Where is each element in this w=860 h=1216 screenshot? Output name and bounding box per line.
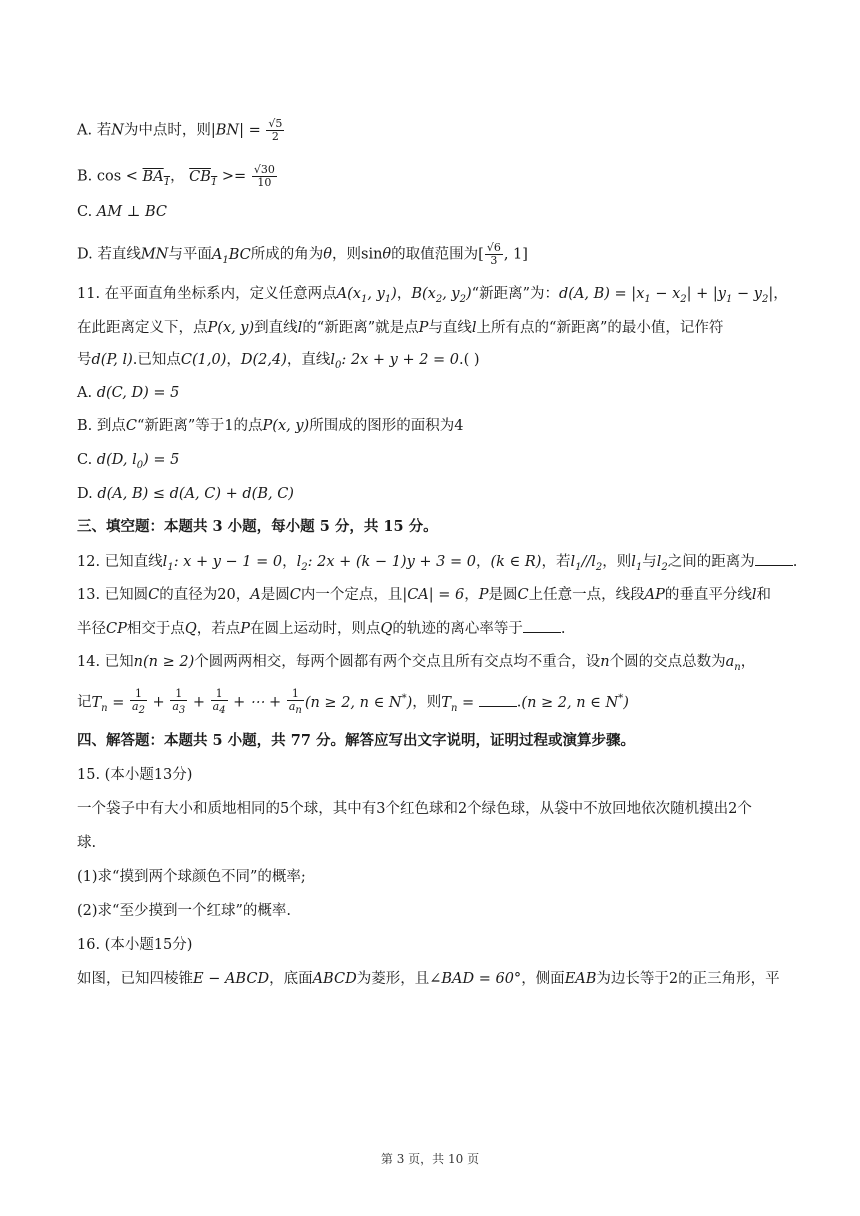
- question-text: 在此距离定义下，点: [77, 320, 208, 336]
- question-text: ，侧面: [521, 971, 565, 987]
- q11-option-c: C. d(D, $l_0) = 5$: [77, 452, 180, 471]
- q10-option-b: B. $\cos < BA_1$， $CB_1$ >= $\frac{√30}{10}$: [77, 163, 275, 189]
- answer-blank: [755, 551, 793, 566]
- q13-line-1: 13. 已知圆C的直径为20，A是圆C内一个定点，且|CA| = 6，P是圆C上任意一点，线段AP的垂直平分线l和: [77, 587, 772, 603]
- q14-line-1: 14. 已知n(n ≥ 2)个圆两两相交，每两个圆都有两个交点且所有交点均不重合，设n个圆的交点总数为$a_n$，: [77, 654, 756, 673]
- question-text: ，则: [602, 554, 632, 570]
- question-text: ，则: [412, 694, 442, 711]
- q11-option-b: B. 到点C“新距离”等于1的点P(x, y)所围成的图形的面积为4: [77, 418, 464, 434]
- question-text: 的直径为: [159, 587, 218, 603]
- question-text: .已知点: [132, 352, 181, 368]
- question-text: “新距离”为：: [471, 286, 559, 302]
- question-text: 为菱形，且: [356, 971, 430, 987]
- question-text: ，底面: [269, 971, 313, 987]
- option-text: “新距离”等于: [136, 418, 225, 434]
- question-text: 上所有点的“新距离”的最小值，记作符: [476, 320, 724, 336]
- question-text: 到直线: [254, 320, 298, 336]
- option-text: D. 若直线: [77, 246, 141, 263]
- fraction: $\frac{√5}{2}$: [268, 117, 283, 143]
- option-text: A.: [77, 385, 97, 401]
- question-text: 11. 在平面直角坐标系内，定义任意两点: [77, 286, 337, 302]
- question-text: .: [792, 554, 798, 570]
- option-text: , 1]: [503, 246, 528, 263]
- q10-option-a: A. 若N为中点时，则|BN| = $\frac{√5}{2}$: [77, 117, 283, 143]
- question-text: 的垂直平分线: [664, 587, 752, 603]
- q10-option-c: C. AM ⊥ BC: [77, 204, 167, 220]
- q15-title: 15. (本小题13分): [77, 767, 193, 783]
- q15-body-2: 球.: [77, 835, 97, 851]
- question-text: 是圆: [260, 587, 290, 603]
- question-text: 是圆: [488, 587, 518, 603]
- question-text: 如图，已知四棱锥: [77, 971, 193, 987]
- q11-option-a: A. d(C, D) = 5: [77, 385, 180, 401]
- question-text: ，直线: [286, 352, 331, 368]
- question-text: 相交于点: [126, 621, 185, 637]
- q11-option-d: D. d(A, B) ≤ d(A, C) + d(B, C): [77, 486, 294, 502]
- question-text: 记: [77, 694, 92, 711]
- question-text: 个圆两两相交，每两个圆都有两个交点且所有交点均不重合，设: [194, 654, 601, 670]
- section-heading-solve: 四、解答题：本题共 5 小题，共 77 分。解答应写出文字说明，证明过程或演算步骤。: [77, 732, 635, 749]
- question-text: 个圆的交点总数为: [609, 654, 726, 670]
- option-text: ，: [170, 168, 190, 185]
- q13-line-2: 半径CP相交于点Q，若点P在圆上运动时，则点Q的轨迹的离心率等于 .: [77, 618, 566, 639]
- question-text: 内一个定点，且: [300, 587, 403, 603]
- answer-blank: [523, 618, 561, 633]
- q10-option-d: D. 若直线MN与平面$A_1BC$所成的角为θ，则sinθ的取值范围为[ $\frac{√6}{3}$ , 1]: [77, 241, 528, 267]
- question-text: 半径: [77, 621, 106, 637]
- question-text: 为边长等于2的正三角形，平: [596, 971, 780, 987]
- option-text: C.: [77, 204, 97, 220]
- option-text: D.: [77, 486, 98, 502]
- question-text: 13. 已知圆: [77, 587, 149, 603]
- option-text: 的取值范围为[: [391, 246, 484, 263]
- option-text: 为中点时，则: [123, 122, 211, 139]
- page-footer: 第 3 页，共 10 页: [380, 1152, 480, 1166]
- option-text: 与平面: [168, 246, 212, 263]
- question-text: ，若点: [196, 621, 241, 637]
- q15-part-1: (1)求“摸到两个球颜色不同”的概率;: [77, 869, 306, 885]
- q11-line-1: 11. 在平面直角坐标系内，定义任意两点$A(x_1$, $y_1$)，$B(x_2$, $y_2)“$新距离”为：d(A, $B) = |x_1 - x_2| + |y_1 - y_2|$，: [77, 286, 788, 305]
- q16-body-1: 如图，已知四棱锥E − ABCD，底面ABCD为菱形，且∠BAD = 60°，侧面EAB为边长等于2的正三角形，平: [77, 971, 780, 987]
- question-text: 与: [642, 554, 657, 570]
- question-text: ( ): [463, 352, 480, 368]
- option-text: A. 若: [77, 122, 112, 139]
- option-text: B. cos <: [77, 168, 143, 185]
- option-text: =: [244, 122, 266, 139]
- question-text: ，若: [541, 554, 571, 570]
- option-text: >=: [217, 168, 251, 185]
- option-text: ，则: [332, 246, 361, 263]
- fraction: $\frac{√6}{3}$: [486, 241, 501, 267]
- q15-body-1: 一个袋子中有大小和质地相同的5个球，其中有3个红色球和2个绿色球，从袋中不放回地依次随机摸出2个: [77, 801, 752, 817]
- option-text: 所成的角为: [250, 246, 324, 263]
- fraction: $\frac{√30}{10}$: [253, 163, 275, 189]
- section-heading-fill-in: 三、填空题：本题共 3 小题，每小题 5 分，共 15 分。: [77, 518, 438, 535]
- q14-line-2: 记$T_n$ = $\frac{1}{a_2}$ + $\frac{1}{a_3}$ + $\frac{1}{a_4}$ + ⋯ + $\frac{1}{a_n}$ (n ≥ 2, n ∈ N*)，则$T_n = .(n \ge 2$, n ∈ N*): [77, 687, 629, 717]
- question-text: 12. 已知直线: [77, 554, 163, 570]
- question-text: 14. 已知: [77, 654, 134, 670]
- question-text: 的轨迹的离心率等于: [392, 621, 523, 637]
- q11-line-3: 号d(P, l).已知点C(1,0)，D(2,4)，直线$l_0$: 2x + y + 2 = 0.( ): [77, 352, 480, 371]
- q11-line-2: 在此距离定义下，点P(x, y)到直线l的“新距离”就是点P与直线l上所有点的“新距离”的最小值，记作符: [77, 320, 724, 336]
- question-text: 之间的距离为: [667, 554, 755, 570]
- option-text: 4: [454, 418, 464, 434]
- q12-line-1: 12. 已知直线$l_1$: x + y − 1 = 0，$l_2$: 2x + (k − 1)y + 3 = 0，(k ∈ R)，若$l_1//l_2$，则$l_1$与$l_2$之间的距离为 .: [77, 551, 797, 578]
- question-text: .: [560, 621, 566, 637]
- question-text: 的“新距离”就是点: [302, 320, 419, 336]
- q15-part-2: (2)求“至少摸到一个红球”的概率.: [77, 903, 291, 919]
- question-text: 上任意一点，线段: [528, 587, 645, 603]
- question-text: 和: [756, 587, 772, 603]
- question-text: 号: [77, 352, 92, 368]
- option-text: 1: [224, 418, 234, 434]
- question-text: 与直线: [428, 320, 472, 336]
- answer-blank: [479, 692, 517, 707]
- option-text: B. 到点: [77, 418, 126, 434]
- q16-title: 16. (本小题15分): [77, 937, 193, 953]
- question-text: .: [516, 694, 522, 711]
- option-text: 的点: [233, 418, 263, 434]
- option-text: C.: [77, 452, 97, 468]
- question-text: 在圆上运动时，则点: [250, 621, 381, 637]
- option-text: 所围成的图形的面积为: [309, 418, 455, 434]
